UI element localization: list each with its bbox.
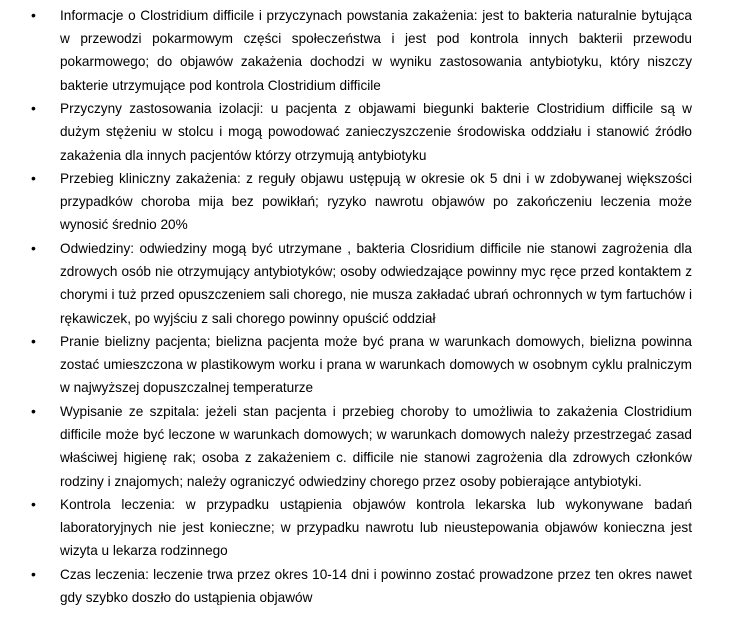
bullet-text: • Kontrola leczenia: w przypadku ustąpienia objawów kontrola lekarska lub wykonywane badań laboratoryjnych nie jest konieczne; w przypadku nawrotu lub nieustepowania objawów konieczna jest wizyta u lekarza rodzinnego	[60, 497, 692, 559]
bullet-item-info	[0, 4, 744, 97]
bullet-item-treatment-control	[0, 493, 744, 563]
bullet-text: • Pranie bielizny pacjenta; bielizna pacjenta może być prana w warunkach domowych, bielizna powinna zostać umieszczona w plastikowym worku i prana w warunkach domowych w osobnym cyklu pralniczym w najwyższej dopuszczalnej temperaturze	[60, 334, 692, 396]
bullet-text: • Czas leczenia: leczenie trwa przez okres 10-14 dni i powinno zostać prowadzone przez ten okres nawet gdy szybko doszło do ustąpienia objawów	[60, 566, 692, 606]
bullet-item-laundry	[0, 330, 744, 400]
bullet-text: • Przebieg kliniczny zakażenia: z reguły objawu ustępują w okresie ok 5 dni i w zdobywanej większości przypadków choroba mija bez powikłań; ryzyko nawrotu objawów po zakończeniu leczenia może wynosić średnio 20%	[60, 171, 692, 233]
bullet-list	[0, 4, 744, 609]
bullet-text: • Przyczyny zastosowania izolacji: u pacjenta z objawami biegunki bakterie Clostridium difficile są w dużym stężeniu w stolcu i mogą powodować zanieczyszczenie środowiska oddziału i stanowić źródło zakażenia dla innych pacjentów którzy otrzymują antybiotyku	[60, 101, 692, 163]
bullet-item-isolation	[0, 97, 744, 167]
bullet-text: • Wypisanie ze szpitala: jeżeli stan pacjenta i przebieg choroby to umożliwia to zakażenia Clostridium difficile może być leczone w warunkach domowych; w warunkach domowych należy przestrzegać zasad właściwej higienę rak; osoba z zakażeniem c. difficile nie stanowi zagrożenia dla zdrowych członków rodziny i znajomych; należy ograniczyć odwiedziny chorego przez osoby pobierające antybiotyki.	[60, 403, 692, 489]
document-page	[0, 4, 744, 610]
bullet-item-visits	[0, 237, 744, 330]
bullet-item-discharge	[0, 400, 744, 493]
bullet-text: • Odwiedziny: odwiedziny mogą być utrzymane , bakteria Closridium difficile nie stanowi zagrożenia dla zdrowych osób nie otrzymujący antybiotyków; osoby odwiedzające powinny myc ręce przed kontaktem z chorymi i tuż przed opuszczeniem sali chorego, nie musza zakładać ubrań ochronnych w tym fartuchów i rękawiczek, po wyjściu z sali chorego powinny opuścić oddział	[60, 240, 692, 326]
bullet-item-clinical-course	[0, 167, 744, 237]
bullet-item-treatment-duration	[0, 563, 744, 609]
bullet-text: • Informacje o Clostridium difficile i przyczynach powstania zakażenia: jest to bakteria naturalnie bytująca w przewodzi pokarmowym części społeczeństwa i jest pod kontrola innych bakterii przewodu pokarmowego; do objawów zakażenia dochodzi w wyniku zastosowania antybiotyku, który niszczy bakterie utrzymujące pod kontrola Clostridium difficile	[60, 8, 692, 93]
